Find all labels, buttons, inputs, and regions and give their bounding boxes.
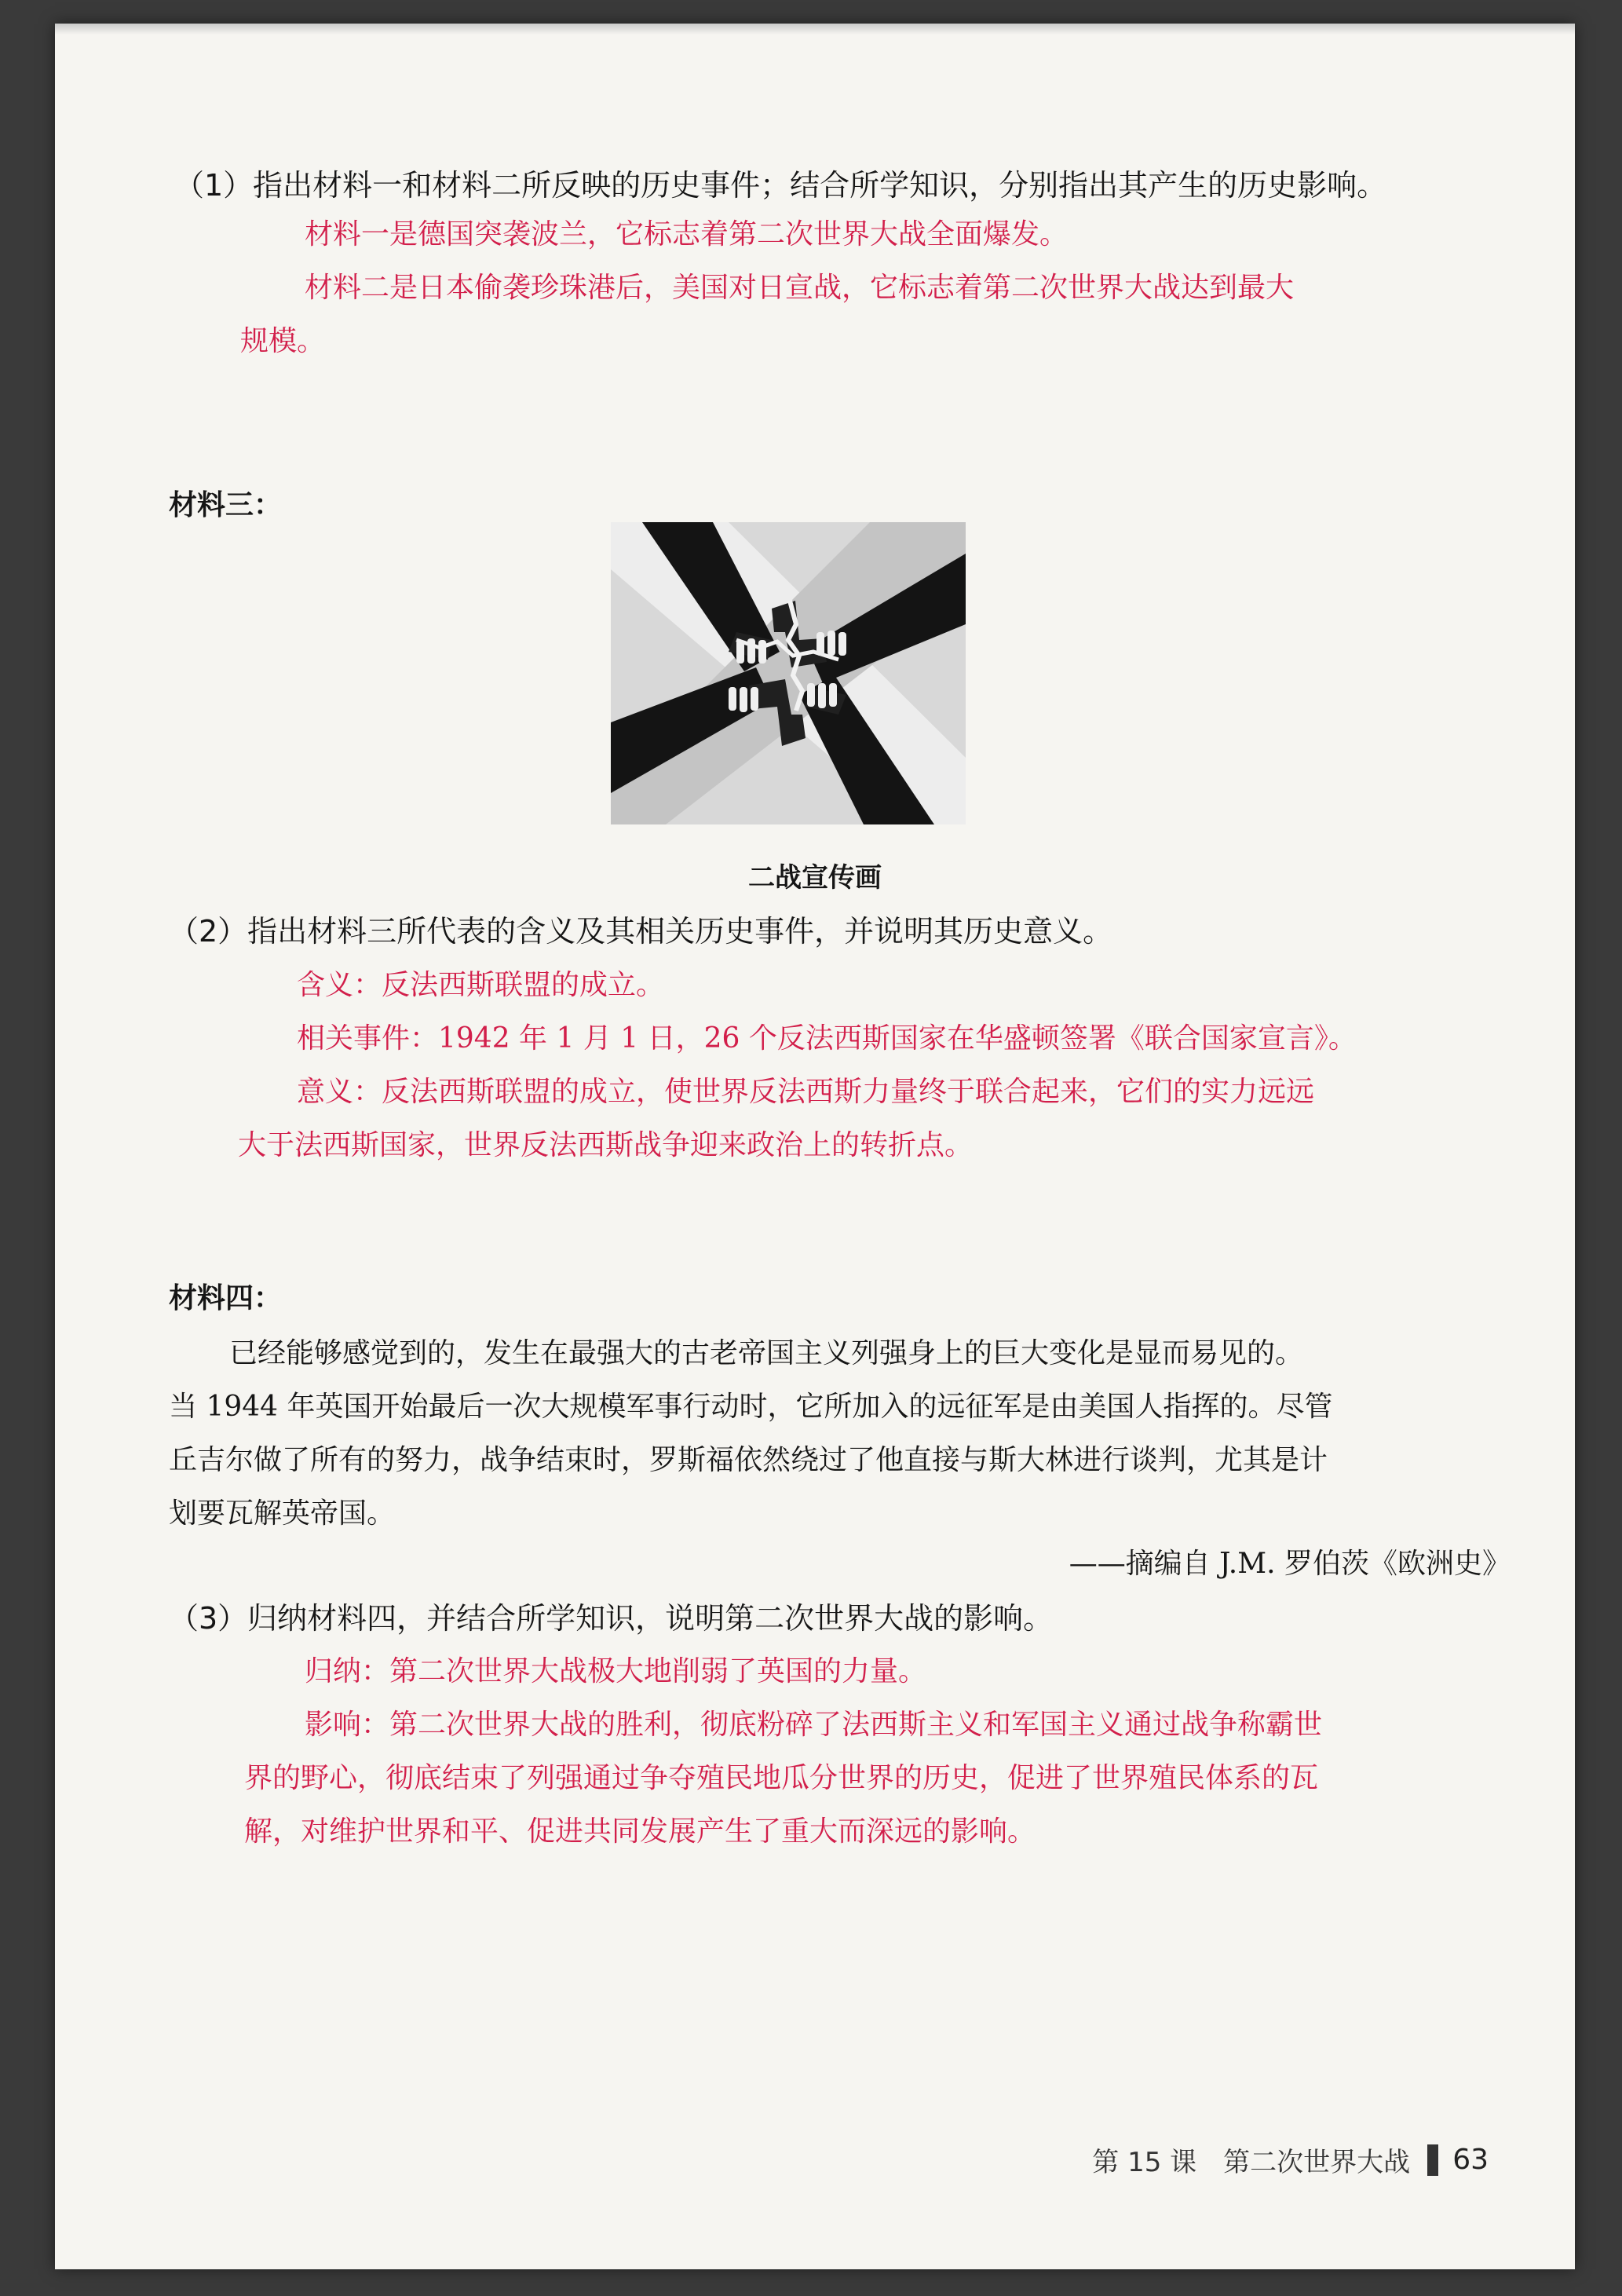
- question-3-impact-line-3: 解，对维护世界和平、促进共同发展产生了重大而深远的影响。: [244, 1815, 1036, 1848]
- bleed-through-text: [236, 393, 1063, 431]
- material-4-line-1: 已经能够感觉到的，发生在最强大的古老帝国主义列强身上的巨大变化是显而易见的。: [229, 1337, 1304, 1369]
- question-1-prompt: （1）指出材料一和材料二所反映的历史事件；结合所学知识，分别指出其产生的历史影响。: [174, 168, 1387, 203]
- material-4-label: 材料四：: [169, 1282, 283, 1314]
- question-3-impact-line-2: 界的野心，彻底结束了列强通过争夺殖民地瓜分世界的历史，促进了世界殖民体系的瓦: [244, 1762, 1319, 1794]
- material-4-line-4: 划要瓦解英帝国。: [169, 1497, 396, 1530]
- question-1-answer-line-3: 规模。: [240, 325, 326, 357]
- material-3-label: 材料三：: [169, 489, 283, 521]
- question-2-prompt: （2）指出材料三所代表的含义及其相关历史事件，并说明其历史意义。: [169, 914, 1113, 949]
- page-number: 63: [1452, 2144, 1489, 2176]
- question-3-impact-line-1: 影响：第二次世界大战的胜利，彻底粉碎了法西斯主义和军国主义通过战争称霸世: [305, 1709, 1323, 1741]
- question-2-significance-line-2: 大于法西斯国家，世界反法西斯战争迎来政治上的转折点。: [238, 1129, 974, 1161]
- lesson-title: 第 15 课 第二次世界大战: [1092, 2147, 1411, 2178]
- material-4-line-2: 当 1944 年英国开始最后一次大规模军事行动时，它所加入的远征军是由美国人指挥的。尽管: [169, 1391, 1333, 1423]
- question-1-answer-line-2: 材料二是日本偷袭珍珠港后，美国对日宣战，它标志着第二次世界大战达到最大: [305, 272, 1295, 304]
- question-3-prompt: （3）归纳材料四，并结合所学知识，说明第二次世界大战的影响。: [169, 1601, 1054, 1636]
- question-1-answer-line-1: 材料一是德国突袭波兰，它标志着第二次世界大战全面爆发。: [305, 218, 1069, 250]
- worksheet-page: [55, 24, 1575, 2269]
- question-2-significance-line-1: 意义：反法西斯联盟的成立，使世界反法西斯力量终于联合起来，它们的实力远远: [297, 1076, 1315, 1108]
- material-4-source: ——摘编自 J.M. 罗伯茨《欧洲史》: [1069, 1548, 1511, 1580]
- question-2-event: 相关事件：1942 年 1 月 1 日，26 个反法西斯国家在华盛顿签署《联合国家宣言》。: [297, 1022, 1357, 1055]
- page-footer: [1092, 2141, 1489, 2179]
- question-2-meaning: 含义：反法西斯联盟的成立。: [297, 969, 665, 1001]
- material-4-line-3: 丘吉尔做了所有的努力，战争结束时，罗斯福依然绕过了他直接与斯大林进行谈判，尤其是计: [169, 1444, 1328, 1476]
- poster-caption: 二战宣传画: [748, 862, 882, 894]
- footer-divider-bar: [1427, 2144, 1438, 2176]
- ww2-propaganda-poster: [611, 522, 966, 824]
- question-3-summary: 归纳：第二次世界大战极大地削弱了英国的力量。: [305, 1655, 927, 1687]
